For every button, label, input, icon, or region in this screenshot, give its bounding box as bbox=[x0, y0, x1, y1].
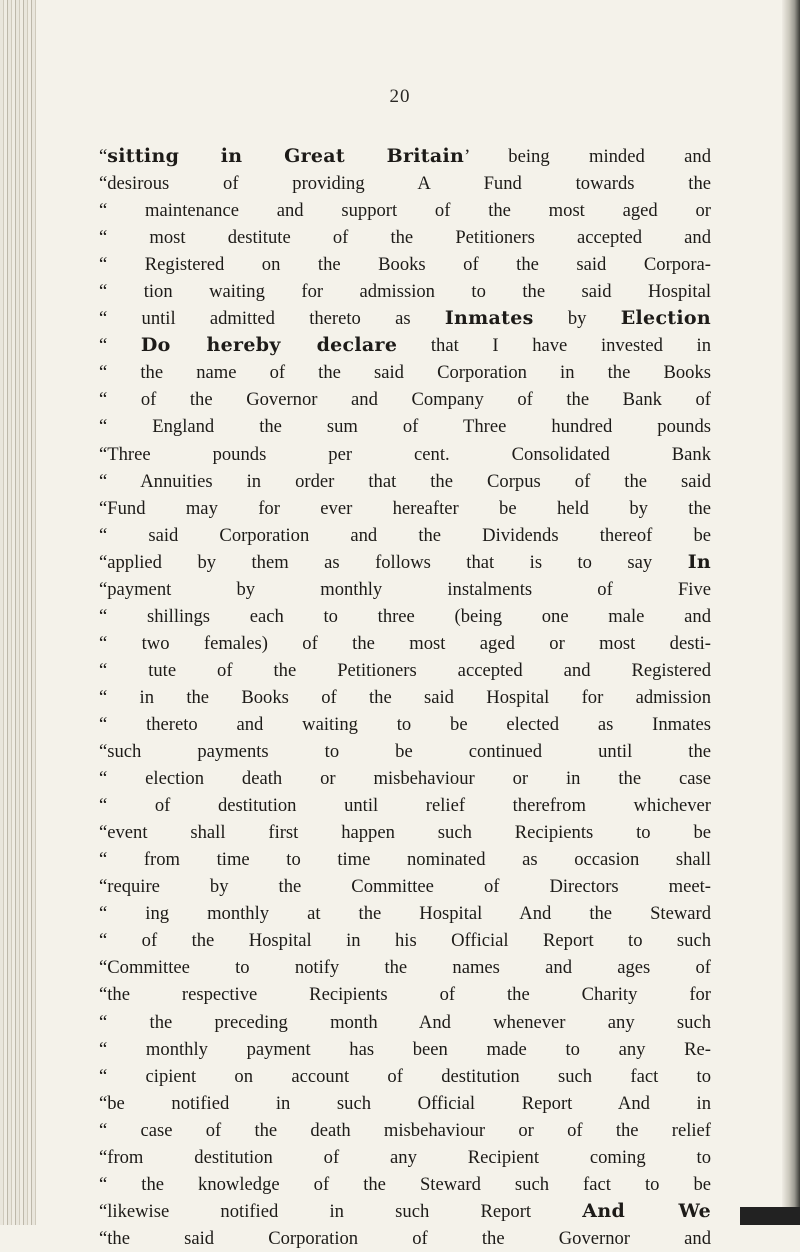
page-number: 20 bbox=[389, 86, 411, 107]
blackletter-phrase: Do hereby declare bbox=[140, 334, 398, 357]
text-line bbox=[99, 522, 711, 549]
text-run: “such payments to be continued until the bbox=[99, 741, 711, 763]
text-line bbox=[99, 278, 711, 305]
text-line bbox=[99, 873, 711, 900]
text-run: “ Annuities in order that the Corpus of the said bbox=[99, 470, 711, 492]
page-right-edge bbox=[782, 0, 800, 1225]
text-run: “ shillings each to three (being one male and bbox=[99, 605, 711, 627]
text-run: “ two females) of the most aged or most desti- bbox=[99, 632, 711, 654]
text-run: “the said Corporation of the Governor and bbox=[99, 1227, 711, 1249]
text-line bbox=[99, 1171, 711, 1198]
text-line bbox=[99, 386, 711, 413]
book-gutter-edge bbox=[0, 0, 36, 1225]
text-run: “ the name of the said Corporation in the Books bbox=[99, 362, 711, 384]
text-line bbox=[99, 468, 711, 495]
text-line bbox=[99, 738, 711, 765]
body-text bbox=[99, 143, 711, 1252]
text-run: “desirous of providing A Fund towards the bbox=[99, 173, 711, 195]
text-run: “ bbox=[99, 146, 108, 167]
text-run: “the respective Recipients of the Charity for bbox=[99, 984, 711, 1006]
text-line bbox=[99, 900, 711, 927]
text-run: “ until admitted thereto as bbox=[99, 308, 445, 330]
text-run: “ maintenance and support of the most aged or bbox=[99, 200, 711, 222]
text-line bbox=[99, 1198, 711, 1225]
text-run: “ bbox=[99, 335, 141, 357]
text-line bbox=[99, 846, 711, 873]
text-line bbox=[99, 1225, 711, 1252]
text-run: “ of the Hospital in his Official Report to such bbox=[99, 930, 711, 952]
text-run: “ in the Books of the said Hospital for admission bbox=[99, 686, 711, 708]
text-run: “ tion waiting for admission to the said Hospital bbox=[99, 281, 711, 303]
text-run: “ of destitution until relief therefrom whichever bbox=[99, 795, 711, 817]
text-run: “ from time to time nominated as occasion shall bbox=[99, 849, 711, 871]
blackletter-phrase: Election bbox=[620, 307, 711, 330]
text-run: “event shall first happen such Recipients to be bbox=[99, 822, 711, 844]
text-line bbox=[99, 927, 711, 954]
text-line bbox=[99, 1009, 711, 1036]
text-line bbox=[99, 981, 711, 1008]
text-line bbox=[99, 332, 711, 359]
blackletter-phrase: And We bbox=[582, 1199, 711, 1222]
text-line bbox=[99, 143, 711, 170]
text-run: “from destitution of any Recipient coming to bbox=[99, 1146, 711, 1168]
text-run: “ cipient on account of destitution such fact to bbox=[99, 1065, 711, 1087]
text-run: “ said Corporation and the Dividends thereof be bbox=[99, 524, 711, 546]
text-line bbox=[99, 305, 711, 332]
text-line bbox=[99, 413, 711, 440]
text-run: “payment by monthly instalments of Five bbox=[99, 578, 711, 600]
blackletter-phrase: sitting in Great Britain bbox=[107, 145, 465, 167]
text-run: “applied by them as follows that is to say bbox=[99, 551, 688, 573]
text-run: “ ing monthly at the Hospital And the Steward bbox=[99, 903, 711, 925]
text-run: “Fund may for ever hereafter be held by the bbox=[99, 497, 711, 519]
blackletter-phrase: In bbox=[687, 550, 711, 573]
text-line bbox=[99, 657, 711, 684]
text-line bbox=[99, 170, 711, 197]
text-line bbox=[99, 603, 711, 630]
text-run: “ election death or misbehaviour or in the case bbox=[99, 768, 711, 790]
text-line bbox=[99, 765, 711, 792]
text-line bbox=[99, 684, 711, 711]
text-line bbox=[99, 549, 711, 576]
text-run: “Committee to notify the names and ages of bbox=[99, 957, 711, 979]
text-run: “ the knowledge of the Steward such fact to be bbox=[99, 1173, 711, 1195]
text-line bbox=[99, 711, 711, 738]
text-line bbox=[99, 1117, 711, 1144]
page-corner-shadow bbox=[740, 1207, 800, 1225]
text-run: “ most destitute of the Petitioners accepted and bbox=[99, 227, 711, 249]
text-line bbox=[99, 1090, 711, 1117]
text-run: “ Registered on the Books of the said Corpora- bbox=[99, 254, 711, 276]
blackletter-phrase: Inmates bbox=[444, 307, 534, 330]
text-run: “likewise notified in such Report bbox=[99, 1200, 583, 1222]
text-line bbox=[99, 630, 711, 657]
text-line bbox=[99, 251, 711, 278]
text-line bbox=[99, 495, 711, 522]
text-line bbox=[99, 792, 711, 819]
text-line bbox=[99, 1036, 711, 1063]
text-run: “ thereto and waiting to be elected as Inmates bbox=[99, 713, 711, 735]
text-run: “ of the Governor and Company of the Bank of bbox=[99, 389, 711, 411]
text-run: “ tute of the Petitioners accepted and Registered bbox=[99, 659, 711, 681]
text-run: “ case of the death misbehaviour or of the relief bbox=[99, 1119, 711, 1141]
text-line bbox=[99, 819, 711, 846]
text-run: “ monthly payment has been made to any Re- bbox=[99, 1038, 711, 1060]
text-line bbox=[99, 197, 711, 224]
text-run: that I have invested in bbox=[397, 335, 711, 357]
text-line bbox=[99, 224, 711, 251]
text-line bbox=[99, 954, 711, 981]
text-run: “Three pounds per cent. Consolidated Bank bbox=[99, 443, 711, 465]
text-line bbox=[99, 1144, 711, 1171]
text-run: “be notified in such Official Report And in bbox=[99, 1092, 711, 1114]
text-run: “ the preceding month And whenever any such bbox=[99, 1011, 711, 1033]
text-line bbox=[99, 576, 711, 603]
text-line bbox=[99, 441, 711, 468]
text-line bbox=[99, 1063, 711, 1090]
text-line bbox=[99, 359, 711, 386]
text-run: ’ being minded and bbox=[464, 146, 711, 167]
text-run: “ England the sum of Three hundred pounds bbox=[99, 416, 711, 438]
text-run: by bbox=[533, 308, 621, 330]
text-run: “require by the Committee of Directors meet- bbox=[99, 876, 711, 898]
